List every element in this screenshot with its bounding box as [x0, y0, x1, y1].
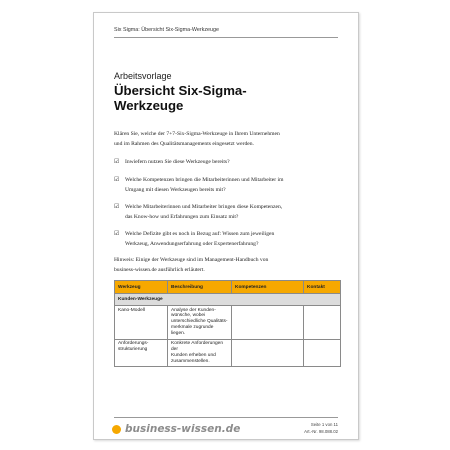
intro-paragraph — [114, 130, 342, 149]
title-line-2: Werkzeuge — [114, 98, 184, 113]
question-line: Welche Mitarbeiterinnen und Mitarbeiter bringen diese Kompetenzen, — [125, 204, 283, 210]
question-line: Umgang mit diesen Werkzeugen bereits mit? — [125, 186, 226, 193]
contact-cell[interactable] — [304, 306, 341, 340]
column-header-description: Beschreibung — [168, 281, 232, 294]
logo-text: business-wissen.de — [125, 423, 241, 435]
business-wissen-logo — [112, 423, 240, 435]
question-line: Welche Defizite gibt es noch in Bezug auf: Wissen zum jeweiligen — [125, 231, 275, 237]
checkbox-icon: ☑ — [114, 231, 120, 237]
document-kicker: Arbeitsvorlage — [114, 71, 172, 81]
table-row — [115, 339, 341, 367]
tool-name: Anforderungs- strukturierung — [118, 341, 149, 352]
question-line: Inwiefern nutzen Sie diese Werkzeuge bereits? — [125, 159, 230, 165]
description-cell — [168, 306, 232, 340]
footer-divider — [114, 417, 338, 418]
table-row — [115, 306, 341, 340]
column-header-contact: Kontakt — [304, 281, 341, 294]
running-header: Six Sigma: Übersicht Six-Sigma-Werkzeuge — [114, 27, 220, 33]
tool-cell — [115, 306, 168, 340]
competencies-cell[interactable] — [232, 306, 304, 340]
logo-dot-icon — [112, 425, 121, 434]
page-number: Seite 1 von 11 — [310, 422, 338, 427]
title-line-1: Übersicht Six-Sigma- — [114, 83, 247, 98]
page-info — [304, 422, 338, 435]
hint-line-1: Hinweis: Einige der Werkzeuge sind im Management-Handbuch von — [114, 257, 269, 263]
header-divider — [114, 37, 338, 38]
tool-description: Konkrete Anforderungen der Kunden erheben und zusammenstellen. — [171, 341, 224, 364]
question-line: Werkzeug, Anwendungserfahrung oder Expertenerfahrung? — [125, 240, 259, 247]
tool-description: Analyse der Kunden- wünsche, wobei unterschiedliche Qualitäts- merkmale zugrunde liegen. — [171, 307, 228, 337]
hint-line-2: business-wissen.de ausführlich erläutert. — [114, 266, 205, 273]
description-cell — [168, 339, 232, 367]
checkbox-icon: ☑ — [114, 204, 120, 210]
intro-line-2: und im Rahmen des Qualitätsmanagements eingesetzt werden. — [114, 140, 254, 147]
document-page — [93, 12, 359, 440]
question-line: das Know-how und Erfahrungen zum Einsatz mit? — [125, 213, 239, 220]
section-label: Kunden-Werkzeuge — [115, 294, 341, 306]
checkbox-icon: ☑ — [114, 177, 120, 183]
table-section-row — [115, 294, 341, 306]
hint-paragraph — [114, 256, 342, 275]
tool-cell — [115, 339, 168, 367]
contact-cell[interactable] — [304, 339, 341, 367]
intro-line-1: Klären Sie, welche der 7+7-Six-Sigma-Werkzeuge in Ihrem Unternehmen — [114, 131, 280, 137]
competencies-cell[interactable] — [232, 339, 304, 367]
table-header-row — [115, 281, 341, 294]
tools-table — [114, 280, 341, 367]
question-line: Welche Kompetenzen bringen die Mitarbeiterinnen und Mitarbeiter im — [125, 177, 284, 183]
tool-name: Kano-Modell — [118, 307, 145, 313]
checkbox-icon: ☑ — [114, 159, 120, 165]
article-number: Art.-Nr. 98.088.02 — [304, 428, 338, 434]
column-header-tool: Werkzeug — [115, 281, 168, 294]
document-title — [114, 83, 334, 113]
column-header-competencies: Kompetenzen — [232, 281, 304, 294]
